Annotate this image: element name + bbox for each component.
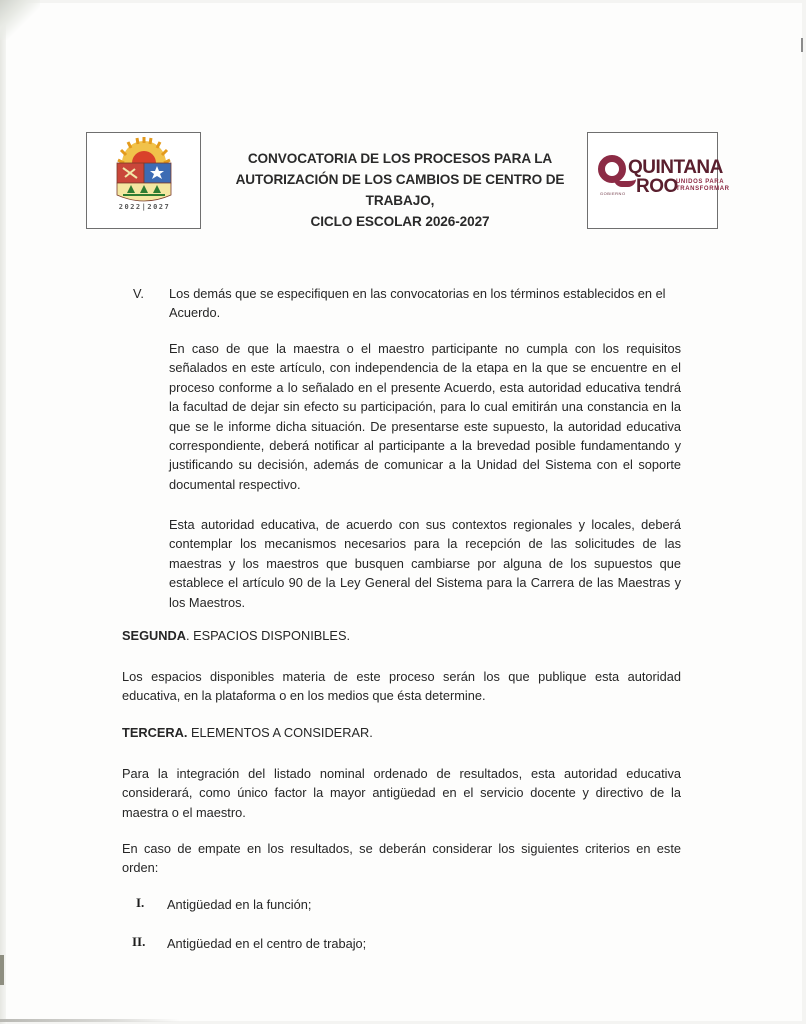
logo-word-quintana: QUINTANA [628,157,723,178]
logo-tagline-2: TRANSFORMAR [676,186,730,192]
criterion-text: Antigüedad en el centro de trabajo; [167,936,367,951]
logo-small-label: GOBIERNO [600,191,626,196]
scan-edge-mark [0,955,4,985]
scan-edge-mark [801,38,803,52]
quintana-roo-logo-icon [596,153,730,209]
quintana-roo-logo-box [587,132,730,229]
section-heading-lead: SEGUNDA [122,628,186,643]
paragraph: Los espacios disponibles materia de este proceso serán los que publique esta autoridad educativa, en la plataforma o en los medios que ésta determine. [122,669,681,704]
state-logo-box [86,132,201,229]
title-line-1: CONVOCATORIA DE LOS PROCESOS PARA LA [247,151,553,166]
criterion-text: Antigüedad en la función; [167,897,312,912]
logo-word-roo: ROO [636,176,678,197]
section-heading-tercera [122,723,373,742]
paragraph: Esta autoridad educativa, de acuerdo con sus contextos regionales y locales, deberá contemplar los mecanismos necesarios para la recepción de las solicitudes de las maestras y los maestros que busquen cambiarse por alguna de los supuestos que establece el artículo 90 de la Ley General del Sistema para la Carrera de las Maestras y los Maestros. [169,517,681,610]
logo-tagline [676,179,730,193]
page-corner-fold [0,0,40,40]
section-heading-text: ELEMENTOS A CONSIDERAR. [187,725,373,740]
document-title [205,148,595,232]
criterion-number: II. [132,934,146,949]
list-item-text: Los demás que se especifiquen en las convocatorias en los términos establecidos en el Acuerdo. [169,286,666,321]
paragraph: En caso de empate en los resultados, se deberán considerar los siguientes criterios en este orden: [122,841,681,876]
paragraph: Para la integración del listado nominal ordenado de resultados, esta autoridad educativa considerará, como único factor la mayor antigüedad en el servicio docente y directivo de la maestra o el maestro. [122,766,681,820]
title-line-3: CICLO ESCOLAR 2026-2027 [310,214,490,229]
state-coat-of-arms-icon [87,133,202,230]
title-line-2: AUTORIZACIÓN DE LOS CAMBIOS DE CENTRO DE TRABAJO, [235,172,565,208]
scan-bottom-edge [0,1019,180,1022]
list-item-number: V. [133,286,144,301]
logo-tagline-1: UNIDOS PARA [676,179,725,185]
section-heading-text: . ESPACIOS DISPONIBLES. [186,628,351,643]
paragraph: En caso de que la maestra o el maestro participante no cumpla con los requisitos señalados en este artículo, con independencia de la etapa en la que se encuentre en el proceso conforme a lo señalado en el presente Acuerdo, esta autoridad educativa tendrá la facultad de dejar sin efecto su participación, para lo cual emitirán una constancia en la que se le informe dicha situación. De presentarse este supuesto, la autoridad educativa correspondiente, deberá notificar al participante a la brevedad posible fundamentando y justificando su decisión, además de comunicar a la Unidad del Sistema con el soporte documental respectivo. [169,341,681,492]
section-heading-segunda [122,626,350,645]
section-heading-lead: TERCERA. [122,725,188,740]
state-logo-caption: 2022|2027 [118,203,171,211]
criterion-number: I. [136,895,145,910]
